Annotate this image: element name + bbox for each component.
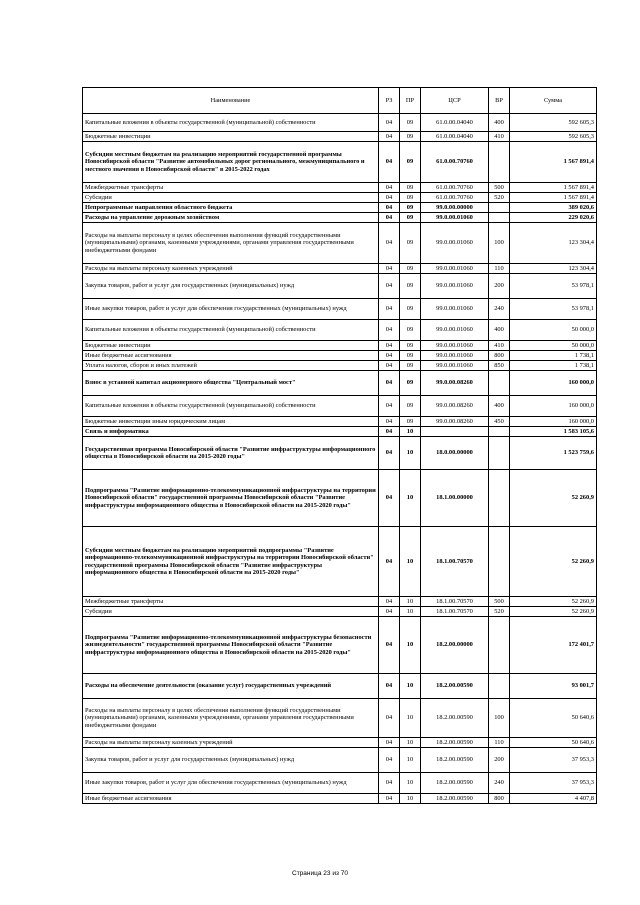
cell-pr: 10 (400, 794, 421, 804)
cell-name: Бюджетные инвестиции (83, 132, 379, 142)
header-sum: Сумма (510, 88, 597, 114)
cell-pr: 10 (400, 748, 421, 773)
cell-sum: 1 583 105,6 (510, 427, 597, 437)
table-row (83, 203, 597, 213)
cell-pr: 10 (400, 437, 421, 470)
table-row (83, 427, 597, 437)
table-row (83, 773, 597, 794)
cell-rz: 04 (379, 794, 400, 804)
cell-pr: 10 (400, 617, 421, 674)
cell-name: Государственная программа Новосибирской области "Развитие инфраструктуры информационного общества в Новосибирской области на 2015-2020 годы" (83, 437, 379, 470)
cell-rz: 04 (379, 417, 400, 427)
cell-sum: 52 260,9 (510, 527, 597, 597)
cell-sum: 50 000,0 (510, 341, 597, 351)
cell-csr: 18.1.00.70570 (421, 527, 489, 597)
table-row (83, 597, 597, 607)
cell-vr (489, 527, 510, 597)
header-pr: ПР (400, 88, 421, 114)
table-row (83, 738, 597, 748)
table-header-row (83, 88, 597, 114)
cell-csr: 18.2.00.00590 (421, 794, 489, 804)
cell-rz: 04 (379, 427, 400, 437)
cell-name: Субсидии местным бюджетам на реализацию мероприятий подпрограммы "Развитие информационно-телекоммуникационной инфраструктуры на территории Новосибирской области" государственной программы Новосибирской области "Развитие инфраструктуры информационного общества в Новосибирской области на 2015-2020 годы" (83, 527, 379, 597)
cell-rz: 04 (379, 738, 400, 748)
cell-sum: 1 567 891,4 (510, 193, 597, 203)
cell-csr: 99.0.00.01060 (421, 361, 489, 371)
cell-name: Капитальные вложения в объекты государственной (муниципальной) собственности (83, 320, 379, 341)
header-name: Наименование (83, 88, 379, 114)
cell-vr: 240 (489, 773, 510, 794)
cell-name: Расходы на выплаты персоналу в целях обеспечения выполнения функций государственными (муниципальными) органами, казенными учреждениями, органами управления государственными внебюджетными фондами (83, 699, 379, 738)
cell-rz: 04 (379, 674, 400, 699)
cell-name: Расходы на выплаты персоналу казенных учреждений (83, 738, 379, 748)
cell-pr: 10 (400, 773, 421, 794)
table-row (83, 396, 597, 417)
cell-sum: 123 304,4 (510, 264, 597, 274)
cell-vr: 400 (489, 114, 510, 132)
cell-csr: 99.0.00.01060 (421, 351, 489, 361)
cell-vr: 500 (489, 597, 510, 607)
cell-pr: 09 (400, 274, 421, 299)
cell-sum: 53 978,1 (510, 299, 597, 320)
table-row (83, 527, 597, 597)
cell-rz: 04 (379, 274, 400, 299)
cell-vr: 800 (489, 351, 510, 361)
cell-sum: 160 000,0 (510, 417, 597, 427)
cell-csr: 18.1.00.70570 (421, 597, 489, 607)
cell-name: Расходы на обеспечение деятельности (оказание услуг) государственных учреждений (83, 674, 379, 699)
cell-csr: 99.0.00.08260 (421, 371, 489, 396)
table-row (83, 223, 597, 264)
cell-csr: 18.1.00.70570 (421, 607, 489, 617)
cell-csr: 61.0.00.70760 (421, 183, 489, 193)
cell-name: Иные закупки товаров, работ и услуг для обеспечения государственных (муниципальных) нужд (83, 773, 379, 794)
cell-sum: 1 738,1 (510, 361, 597, 371)
cell-sum: 229 020,6 (510, 213, 597, 223)
cell-pr: 09 (400, 320, 421, 341)
cell-name: Иные бюджетные ассигнования (83, 794, 379, 804)
cell-vr: 100 (489, 699, 510, 738)
cell-sum: 50 000,0 (510, 320, 597, 341)
cell-rz: 04 (379, 396, 400, 417)
cell-vr: 410 (489, 341, 510, 351)
cell-pr: 09 (400, 371, 421, 396)
cell-name: Подпрограмма "Развитие информационно-телекоммуникационной инфраструктуры на территории Новосибирской области" государственной программы Новосибирской области "Развитие инфраструктуры информационного общества в Новосибирской области на 2015-2020 годы" (83, 470, 379, 527)
table-row (83, 132, 597, 142)
cell-pr: 09 (400, 132, 421, 142)
cell-rz: 04 (379, 617, 400, 674)
cell-rz: 04 (379, 183, 400, 193)
table-row (83, 274, 597, 299)
cell-csr: 18.2.00.00590 (421, 748, 489, 773)
cell-name: Закупка товаров, работ и услуг для государственных (муниципальных) нужд (83, 748, 379, 773)
table-row (83, 470, 597, 527)
cell-sum: 1 567 891,4 (510, 183, 597, 193)
cell-name: Субсидии (83, 193, 379, 203)
cell-vr (489, 203, 510, 213)
cell-sum: 172 401,7 (510, 617, 597, 674)
cell-pr: 09 (400, 396, 421, 417)
cell-rz: 04 (379, 597, 400, 607)
cell-sum: 389 020,6 (510, 203, 597, 213)
cell-csr: 18.2.00.00590 (421, 738, 489, 748)
cell-sum: 160 000,0 (510, 371, 597, 396)
cell-csr: 99.0.00.01060 (421, 223, 489, 264)
cell-name: Уплата налогов, сборов и иных платежей (83, 361, 379, 371)
cell-vr (489, 142, 510, 183)
header-csr: ЦСР (421, 88, 489, 114)
cell-csr: 18.1.00.00000 (421, 470, 489, 527)
cell-pr: 10 (400, 738, 421, 748)
cell-pr: 09 (400, 223, 421, 264)
cell-csr: 99.0.00.01060 (421, 320, 489, 341)
cell-rz: 04 (379, 748, 400, 773)
page-number: Страница 23 из 70 (292, 870, 348, 877)
cell-vr: 110 (489, 264, 510, 274)
cell-sum: 37 953,3 (510, 748, 597, 773)
cell-rz: 04 (379, 223, 400, 264)
cell-rz: 04 (379, 470, 400, 527)
cell-csr: 99.0.00.08260 (421, 417, 489, 427)
cell-vr: 240 (489, 299, 510, 320)
cell-sum: 1 738,1 (510, 351, 597, 361)
cell-vr: 400 (489, 320, 510, 341)
cell-rz: 04 (379, 361, 400, 371)
table-row (83, 142, 597, 183)
cell-pr: 09 (400, 351, 421, 361)
cell-vr: 520 (489, 193, 510, 203)
cell-sum: 592 605,3 (510, 132, 597, 142)
cell-pr: 09 (400, 417, 421, 427)
cell-pr: 10 (400, 527, 421, 597)
cell-pr: 09 (400, 114, 421, 132)
cell-csr: 61.0.00.70760 (421, 193, 489, 203)
cell-rz: 04 (379, 203, 400, 213)
cell-csr: 99.0.00.01060 (421, 213, 489, 223)
cell-csr: 18.2.00.00590 (421, 773, 489, 794)
cell-rz: 04 (379, 607, 400, 617)
cell-pr: 09 (400, 299, 421, 320)
cell-sum: 93 001,7 (510, 674, 597, 699)
cell-pr: 09 (400, 193, 421, 203)
cell-pr: 10 (400, 597, 421, 607)
cell-name: Субсидии (83, 607, 379, 617)
cell-rz: 04 (379, 320, 400, 341)
cell-sum: 1 567 891,4 (510, 142, 597, 183)
cell-pr: 09 (400, 361, 421, 371)
cell-csr: 18.2.00.00590 (421, 699, 489, 738)
cell-name: Расходы на выплаты персоналу в целях обеспечения выполнения функций государственными (муниципальными) органами, казенными учреждениями, органами управления государственными внебюджетными фондами (83, 223, 379, 264)
cell-pr: 09 (400, 341, 421, 351)
cell-vr (489, 617, 510, 674)
cell-vr: 500 (489, 183, 510, 193)
cell-rz: 04 (379, 351, 400, 361)
cell-name: Закупка товаров, работ и услуг для государственных (муниципальных) нужд (83, 274, 379, 299)
cell-sum: 592 605,3 (510, 114, 597, 132)
cell-rz: 04 (379, 142, 400, 183)
cell-name: Связь и информатика (83, 427, 379, 437)
cell-rz: 04 (379, 371, 400, 396)
table-row (83, 437, 597, 470)
cell-rz: 04 (379, 213, 400, 223)
cell-pr: 10 (400, 699, 421, 738)
cell-rz: 04 (379, 132, 400, 142)
cell-name: Межбюджетные трансферты (83, 183, 379, 193)
table-row (83, 674, 597, 699)
cell-vr (489, 371, 510, 396)
cell-sum: 52 260,9 (510, 597, 597, 607)
cell-name: Иные бюджетные ассигнования (83, 351, 379, 361)
cell-vr (489, 213, 510, 223)
cell-csr: 18.2.00.00000 (421, 617, 489, 674)
table-row (83, 264, 597, 274)
budget-table (82, 87, 597, 804)
cell-sum: 52 260,9 (510, 607, 597, 617)
cell-name: Межбюджетные трансферты (83, 597, 379, 607)
cell-sum: 1 523 759,6 (510, 437, 597, 470)
cell-rz: 04 (379, 773, 400, 794)
table-row (83, 114, 597, 132)
cell-vr (489, 437, 510, 470)
cell-sum: 53 978,1 (510, 274, 597, 299)
budget-table-page (82, 87, 596, 804)
cell-name: Расходы на выплаты персоналу казенных учреждений (83, 264, 379, 274)
header-rz: РЗ (379, 88, 400, 114)
cell-vr: 200 (489, 274, 510, 299)
cell-pr: 09 (400, 264, 421, 274)
cell-name: Подпрограмма "Развитие информационно-телекоммуникационной инфраструктуры безопасности жизнедеятельности" государственной программы Новосибирской области "Развитие инфраструктуры информационного общества в Новосибирской области на 2015-2020 годы" (83, 617, 379, 674)
cell-csr: 61.0.00.04040 (421, 132, 489, 142)
cell-vr: 200 (489, 748, 510, 773)
table-row (83, 320, 597, 341)
cell-csr: 61.0.00.70760 (421, 142, 489, 183)
cell-name: Бюджетные инвестиции иным юридическим лицам (83, 417, 379, 427)
table-row (83, 351, 597, 361)
cell-vr: 520 (489, 607, 510, 617)
cell-rz: 04 (379, 299, 400, 320)
cell-vr: 400 (489, 396, 510, 417)
cell-name: Капитальные вложения в объекты государственной (муниципальной) собственности (83, 114, 379, 132)
cell-name: Расходы на управление дорожным хозяйством (83, 213, 379, 223)
cell-vr: 110 (489, 738, 510, 748)
cell-vr: 100 (489, 223, 510, 264)
cell-pr: 09 (400, 183, 421, 193)
table-row (83, 193, 597, 203)
cell-csr: 61.0.00.04040 (421, 114, 489, 132)
cell-csr (421, 427, 489, 437)
cell-sum: 37 953,3 (510, 773, 597, 794)
cell-pr: 10 (400, 674, 421, 699)
cell-rz: 04 (379, 193, 400, 203)
cell-csr: 18.0.00.00000 (421, 437, 489, 470)
table-row (83, 213, 597, 223)
cell-pr: 10 (400, 427, 421, 437)
cell-name: Непрограммные направления областного бюджета (83, 203, 379, 213)
cell-name: Капитальные вложения в объекты государственной (муниципальной) собственности (83, 396, 379, 417)
cell-rz: 04 (379, 341, 400, 351)
table-row (83, 607, 597, 617)
cell-sum: 123 304,4 (510, 223, 597, 264)
table-row (83, 183, 597, 193)
cell-vr: 450 (489, 417, 510, 427)
table-row (83, 748, 597, 773)
table-row (83, 794, 597, 804)
cell-rz: 04 (379, 699, 400, 738)
cell-pr: 09 (400, 142, 421, 183)
cell-csr: 99.0.00.01060 (421, 264, 489, 274)
cell-csr: 99.0.00.08260 (421, 396, 489, 417)
table-row (83, 617, 597, 674)
table-row (83, 699, 597, 738)
cell-name: Субсидии местным бюджетам на реализацию мероприятий государственной программы Новосибирской области "Развитие автомобильных дорог регионального, межмуниципального и местного значения в Новосибирской области" в 2015-2022 годах (83, 142, 379, 183)
cell-csr: 99.0.00.01060 (421, 341, 489, 351)
cell-sum: 160 000,0 (510, 396, 597, 417)
cell-name: Иные закупки товаров, работ и услуг для обеспечения государственных (муниципальных) нужд (83, 299, 379, 320)
cell-pr: 09 (400, 213, 421, 223)
cell-csr: 99.0.00.01060 (421, 274, 489, 299)
cell-rz: 04 (379, 114, 400, 132)
cell-sum: 50 640,6 (510, 699, 597, 738)
header-vr: ВР (489, 88, 510, 114)
cell-sum: 4 407,8 (510, 794, 597, 804)
cell-name: Взнос в уставной капитал акционерного общества "Центральный мост" (83, 371, 379, 396)
cell-vr: 850 (489, 361, 510, 371)
cell-pr: 09 (400, 203, 421, 213)
cell-csr: 18.2.00.00590 (421, 674, 489, 699)
cell-sum: 52 260,9 (510, 470, 597, 527)
cell-rz: 04 (379, 527, 400, 597)
cell-csr: 99.0.00.00000 (421, 203, 489, 213)
cell-csr: 99.0.00.01060 (421, 299, 489, 320)
cell-vr (489, 470, 510, 527)
cell-vr (489, 674, 510, 699)
cell-vr (489, 427, 510, 437)
cell-pr: 10 (400, 607, 421, 617)
cell-vr: 800 (489, 794, 510, 804)
cell-name: Бюджетные инвестиции (83, 341, 379, 351)
cell-rz: 04 (379, 264, 400, 274)
table-row (83, 341, 597, 351)
table-row (83, 417, 597, 427)
cell-vr: 410 (489, 132, 510, 142)
cell-sum: 50 640,6 (510, 738, 597, 748)
table-row (83, 299, 597, 320)
cell-rz: 04 (379, 437, 400, 470)
table-row (83, 361, 597, 371)
table-row (83, 371, 597, 396)
cell-pr: 10 (400, 470, 421, 527)
